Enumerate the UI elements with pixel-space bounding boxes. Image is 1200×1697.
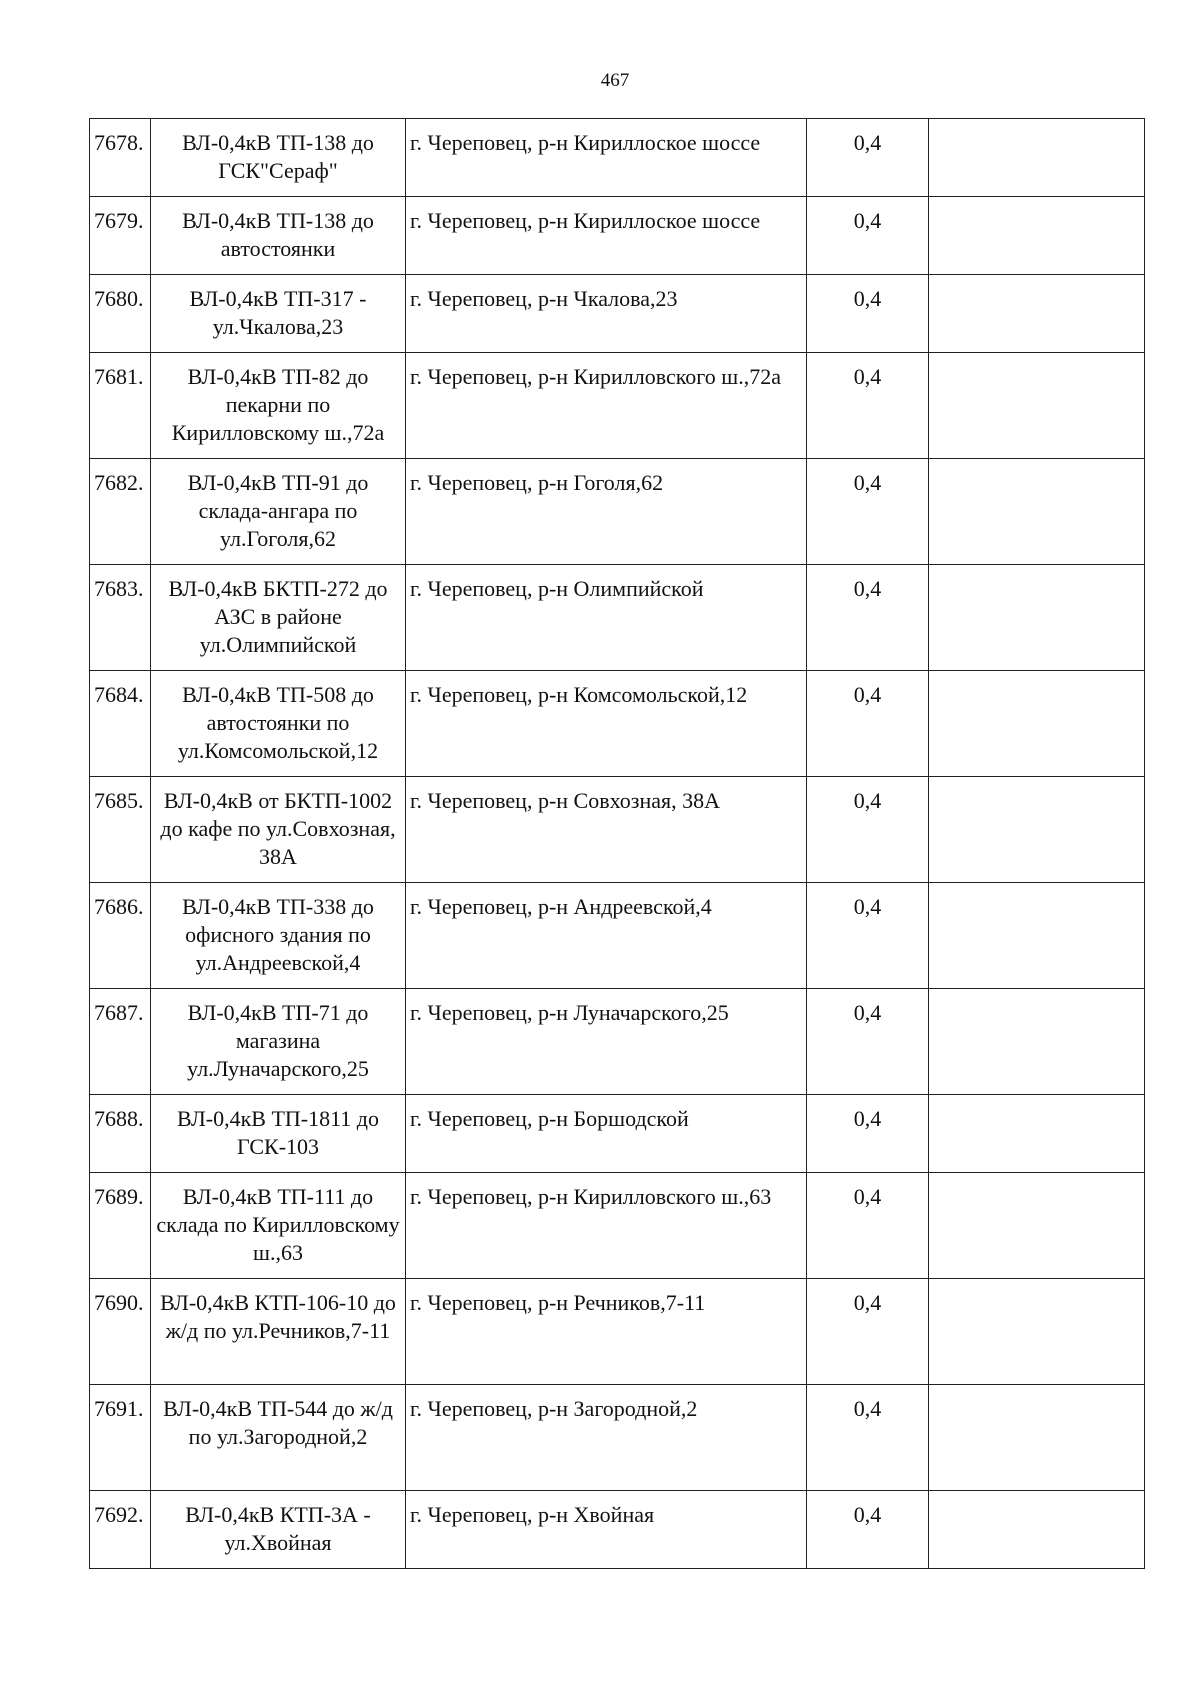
row-number: 7689. bbox=[90, 1173, 151, 1279]
page-number: 467 bbox=[600, 70, 630, 91]
table-row bbox=[90, 989, 1145, 1095]
line-address: г. Череповец, р-н Андреевской,4 bbox=[406, 883, 807, 989]
line-name: ВЛ-0,4кВ БКТП-272 до АЗС в районе ул.Олимпийской bbox=[151, 565, 406, 671]
line-address: г. Череповец, р-н Кирилловского ш.,72а bbox=[406, 353, 807, 459]
line-address: г. Череповец, р-н Речников,7-11 bbox=[406, 1279, 807, 1385]
row-number: 7686. bbox=[90, 883, 151, 989]
note-cell bbox=[929, 989, 1145, 1095]
line-name: ВЛ-0,4кВ КТП-106-10 до ж/д по ул.Речников,7-11 bbox=[151, 1279, 406, 1385]
note-cell bbox=[929, 119, 1145, 197]
table-row bbox=[90, 565, 1145, 671]
line-address: г. Череповец, р-н Совхозная, 38А bbox=[406, 777, 807, 883]
table-row bbox=[90, 671, 1145, 777]
line-name: ВЛ-0,4кВ ТП-317 - ул.Чкалова,23 bbox=[151, 275, 406, 353]
line-name: ВЛ-0,4кВ КТП-3А - ул.Хвойная bbox=[151, 1491, 406, 1569]
table-row bbox=[90, 275, 1145, 353]
table-row bbox=[90, 119, 1145, 197]
line-voltage: 0,4 bbox=[807, 671, 929, 777]
line-name: ВЛ-0,4кВ ТП-544 до ж/д по ул.Загородной,2 bbox=[151, 1385, 406, 1491]
row-number: 7681. bbox=[90, 353, 151, 459]
note-cell bbox=[929, 1173, 1145, 1279]
row-number: 7692. bbox=[90, 1491, 151, 1569]
line-name: ВЛ-0,4кВ ТП-508 до автостоянки по ул.Комсомольской,12 bbox=[151, 671, 406, 777]
note-cell bbox=[929, 1279, 1145, 1385]
note-cell bbox=[929, 883, 1145, 989]
line-address: г. Череповец, р-н Кирилловского ш.,63 bbox=[406, 1173, 807, 1279]
line-address: г. Череповец, р-н Олимпийской bbox=[406, 565, 807, 671]
line-voltage: 0,4 bbox=[807, 353, 929, 459]
line-name: ВЛ-0,4кВ ТП-338 до офисного здания по ул.Андреевской,4 bbox=[151, 883, 406, 989]
line-name: ВЛ-0,4кВ ТП-111 до склада по Кирилловскому ш.,63 bbox=[151, 1173, 406, 1279]
note-cell bbox=[929, 1095, 1145, 1173]
note-cell bbox=[929, 777, 1145, 883]
row-number: 7678. bbox=[90, 119, 151, 197]
line-voltage: 0,4 bbox=[807, 1173, 929, 1279]
line-voltage: 0,4 bbox=[807, 1385, 929, 1491]
row-number: 7679. bbox=[90, 197, 151, 275]
note-cell bbox=[929, 1491, 1145, 1569]
row-number: 7682. bbox=[90, 459, 151, 565]
table-row bbox=[90, 1385, 1145, 1491]
note-cell bbox=[929, 671, 1145, 777]
row-number: 7691. bbox=[90, 1385, 151, 1491]
row-number: 7690. bbox=[90, 1279, 151, 1385]
line-address: г. Череповец, р-н Загородной,2 bbox=[406, 1385, 807, 1491]
note-cell bbox=[929, 1385, 1145, 1491]
line-voltage: 0,4 bbox=[807, 459, 929, 565]
table-row bbox=[90, 883, 1145, 989]
table-row bbox=[90, 1279, 1145, 1385]
line-address: г. Череповец, р-н Луначарского,25 bbox=[406, 989, 807, 1095]
table-row bbox=[90, 1095, 1145, 1173]
line-voltage: 0,4 bbox=[807, 1095, 929, 1173]
note-cell bbox=[929, 565, 1145, 671]
row-number: 7683. bbox=[90, 565, 151, 671]
line-name: ВЛ-0,4кВ ТП-91 до склада-ангара по ул.Гоголя,62 bbox=[151, 459, 406, 565]
line-voltage: 0,4 bbox=[807, 119, 929, 197]
line-address: г. Череповец, р-н Кириллоское шоссе bbox=[406, 197, 807, 275]
line-address: г. Череповец, р-н Комсомольской,12 bbox=[406, 671, 807, 777]
line-voltage: 0,4 bbox=[807, 1491, 929, 1569]
line-voltage: 0,4 bbox=[807, 777, 929, 883]
line-voltage: 0,4 bbox=[807, 275, 929, 353]
line-voltage: 0,4 bbox=[807, 565, 929, 671]
row-number: 7687. bbox=[90, 989, 151, 1095]
power-line-registry-table bbox=[89, 118, 1145, 1569]
line-address: г. Череповец, р-н Гоголя,62 bbox=[406, 459, 807, 565]
note-cell bbox=[929, 275, 1145, 353]
table-row bbox=[90, 353, 1145, 459]
line-name: ВЛ-0,4кВ ТП-138 до автостоянки bbox=[151, 197, 406, 275]
line-name: ВЛ-0,4кВ ТП-71 до магазина ул.Луначарского,25 bbox=[151, 989, 406, 1095]
table-row bbox=[90, 777, 1145, 883]
line-name: ВЛ-0,4кВ ТП-138 до ГСК"Сераф" bbox=[151, 119, 406, 197]
line-name: ВЛ-0,4кВ от БКТП-1002 до кафе по ул.Совхозная, 38А bbox=[151, 777, 406, 883]
table-row bbox=[90, 459, 1145, 565]
row-number: 7680. bbox=[90, 275, 151, 353]
row-number: 7688. bbox=[90, 1095, 151, 1173]
line-voltage: 0,4 bbox=[807, 1279, 929, 1385]
note-cell bbox=[929, 459, 1145, 565]
line-voltage: 0,4 bbox=[807, 883, 929, 989]
note-cell bbox=[929, 197, 1145, 275]
line-address: г. Череповец, р-н Боршодской bbox=[406, 1095, 807, 1173]
row-number: 7685. bbox=[90, 777, 151, 883]
table-row bbox=[90, 1173, 1145, 1279]
line-voltage: 0,4 bbox=[807, 989, 929, 1095]
row-number: 7684. bbox=[90, 671, 151, 777]
table-row bbox=[90, 197, 1145, 275]
line-address: г. Череповец, р-н Кириллоское шоссе bbox=[406, 119, 807, 197]
table-row bbox=[90, 1491, 1145, 1569]
line-address: г. Череповец, р-н Чкалова,23 bbox=[406, 275, 807, 353]
line-address: г. Череповец, р-н Хвойная bbox=[406, 1491, 807, 1569]
line-name: ВЛ-0,4кВ ТП-1811 до ГСК-103 bbox=[151, 1095, 406, 1173]
note-cell bbox=[929, 353, 1145, 459]
line-voltage: 0,4 bbox=[807, 197, 929, 275]
line-name: ВЛ-0,4кВ ТП-82 до пекарни по Кирилловскому ш.,72а bbox=[151, 353, 406, 459]
